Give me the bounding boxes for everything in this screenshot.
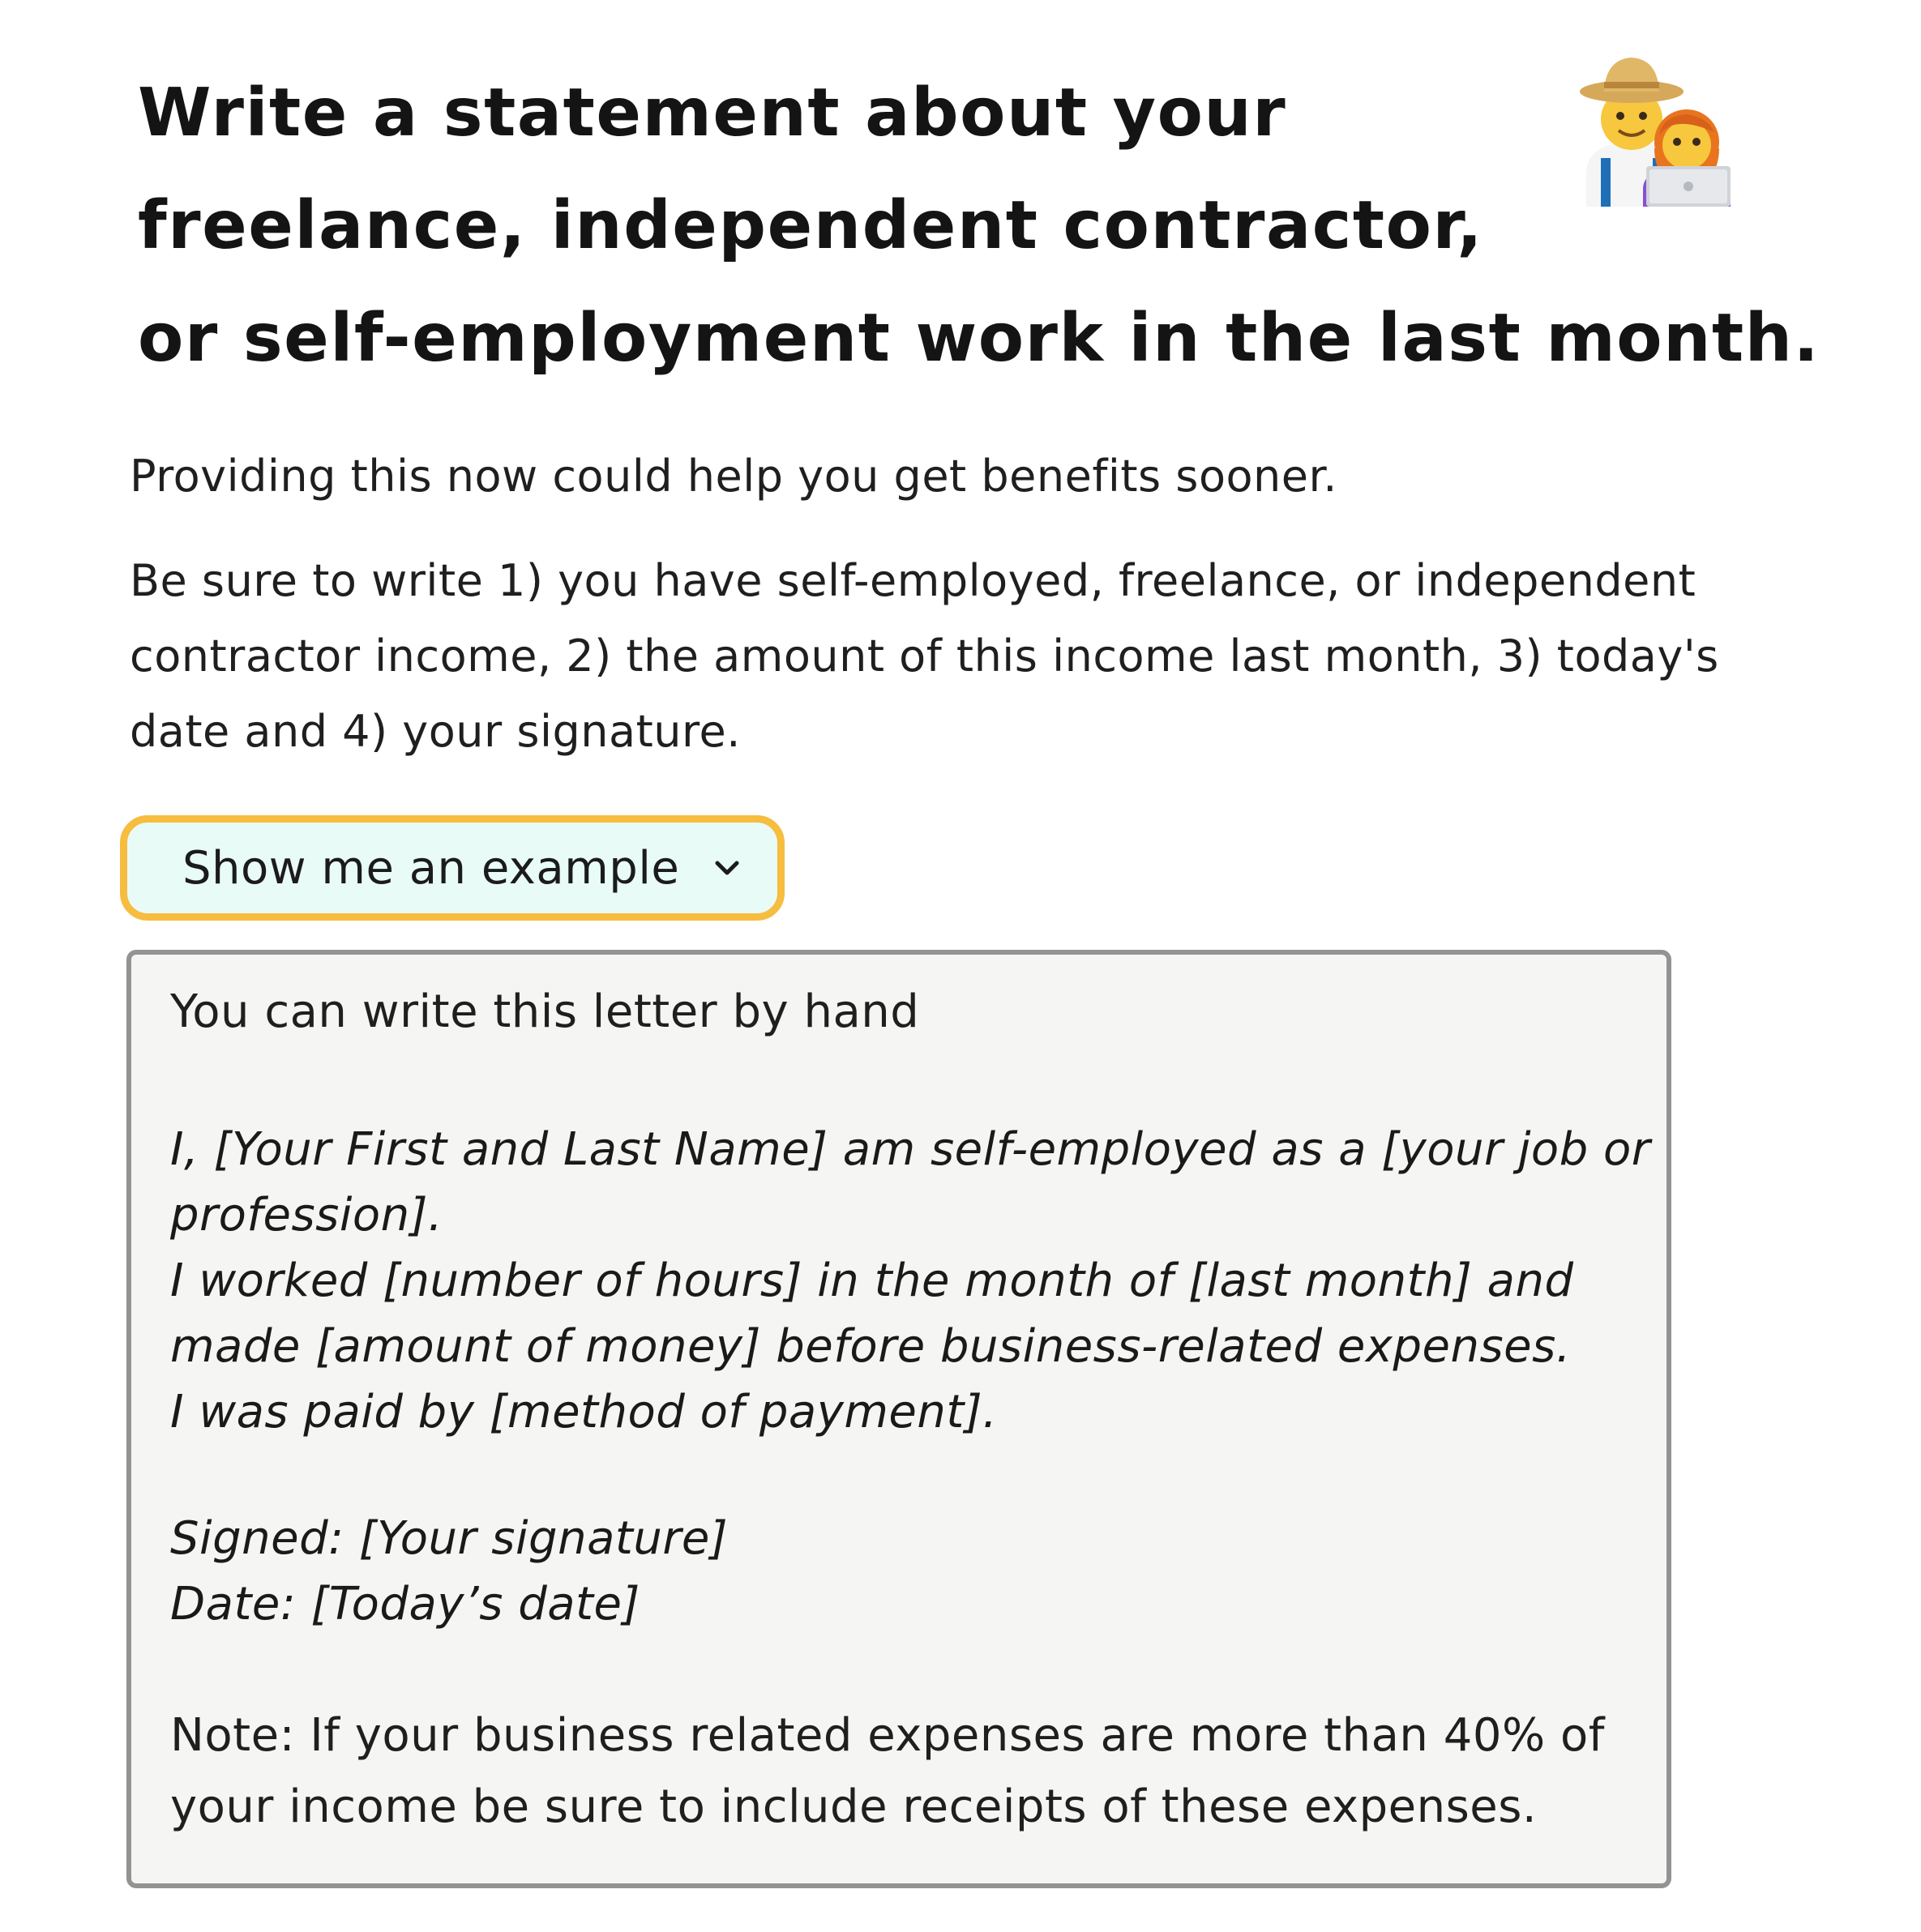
example-letter-line-3: I worked [number of hours] in the month of [last month] and [170, 1255, 1574, 1307]
instructions-line-2: contractor income, 2) the amount of this income last month, 3) today's [130, 630, 1719, 682]
example-date-line: Date: [Today’s date] [170, 1578, 640, 1631]
page-title [138, 57, 1820, 395]
example-note-line-2: your income be sure to include receipts of these expenses. [170, 1780, 1538, 1833]
show-example-button[interactable] [120, 815, 785, 921]
instructions-text [130, 543, 1783, 769]
lead-text: Providing this now could help you get benefits sooner. [130, 451, 1337, 502]
example-signed-line: Signed: [Your signature] [170, 1512, 729, 1565]
page-title-line-3: or self-employment work in the last month. [138, 300, 1820, 377]
example-intro-text: You can write this letter by hand [170, 985, 920, 1038]
example-letter-line-1: I, [Your First and Last Name] am self-employed as a [your job or [170, 1123, 1651, 1176]
page-title-line-2: freelance, independent contractor, [138, 187, 1483, 264]
example-signoff [170, 1506, 728, 1637]
example-note-line-1: Note: If your business related expenses are more than 40% of [170, 1709, 1605, 1762]
example-letter-line-2: profession]. [170, 1189, 443, 1242]
example-note [170, 1700, 1605, 1843]
farmer-and-technologist-emoji-icon [1568, 45, 1747, 207]
page-title-line-1: Write a statement about your [138, 75, 1287, 152]
example-letter-line-4: made [amount of money] before business-related expenses. [170, 1320, 1572, 1373]
example-letter-line-5: I was paid by [method of payment]. [170, 1386, 998, 1438]
example-letter-body [170, 1117, 1650, 1445]
show-example-button-label: Show me an example [182, 841, 680, 895]
instructions-line-3: date and 4) your signature. [130, 706, 741, 757]
chevron-down-icon [709, 850, 745, 886]
example-letter-panel [126, 950, 1671, 1888]
instructions-line-1: Be sure to write 1) you have self-employed, freelance, or independent [130, 555, 1696, 606]
